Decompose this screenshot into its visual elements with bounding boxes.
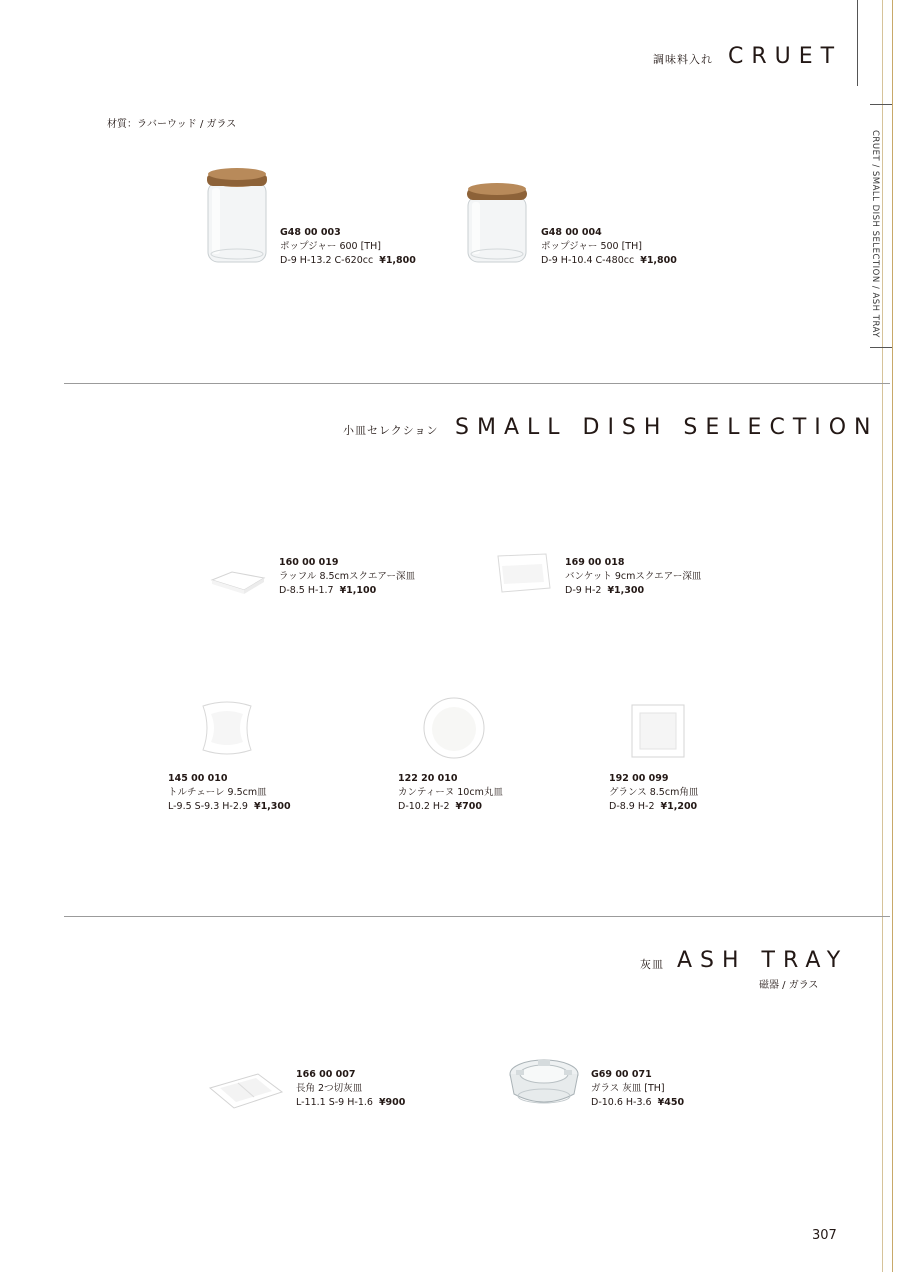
side-section-label: CRUET / SMALL DISH SELECTION / ASH TRAY <box>870 130 880 338</box>
product-jar-600 <box>280 226 416 268</box>
header-vertical-rule <box>857 0 858 86</box>
product-code: G48 00 003 <box>280 227 341 238</box>
product-name: ポップジャー 500 [TH] <box>541 241 642 252</box>
product-banquet-dish <box>565 556 701 598</box>
product-price: ¥1,300 <box>607 585 645 596</box>
rect-ashtray-icon <box>208 1070 284 1112</box>
product-spec-line <box>398 800 503 814</box>
product-code: G48 00 004 <box>541 227 602 238</box>
product-code: 122 20 010 <box>398 773 458 784</box>
side-tab-rule-top <box>870 104 892 105</box>
small-dish-title-en: SMALL DISH SELECTION <box>455 415 879 440</box>
product-spec: L-11.1 S-9 H-1.6 <box>296 1097 373 1108</box>
product-raffle-dish <box>279 556 415 598</box>
glass-jar-small-icon <box>464 182 530 266</box>
product-torchere-dish <box>168 772 291 814</box>
product-spec-line <box>280 254 416 268</box>
product-name: ポップジャー 600 [TH] <box>280 241 381 252</box>
product-price: ¥1,800 <box>379 255 416 266</box>
product-name: ラッフル 8.5cmスクエアー深皿 <box>279 571 416 582</box>
product-spec: D-9 H-13.2 C-620cc <box>280 255 374 266</box>
side-tab-rule-bottom <box>870 347 892 348</box>
square-plate-icon <box>630 703 686 759</box>
product-code: 145 00 010 <box>168 773 228 784</box>
cruet-title-jp: 調味料入れ <box>653 53 713 66</box>
page-number: 307 <box>812 1228 837 1243</box>
product-spec-line <box>591 1096 684 1110</box>
product-price: ¥900 <box>378 1097 406 1108</box>
square-deep-dish-icon <box>210 570 266 596</box>
edge-rule-outer <box>892 0 893 1272</box>
product-spec-line <box>168 800 291 814</box>
cruet-title-en: CRUET <box>728 44 843 69</box>
product-code: 169 00 018 <box>565 557 625 568</box>
product-spec-line <box>565 584 701 598</box>
product-spec: D-10.2 H-2 <box>398 801 450 812</box>
product-rect-ashtray <box>296 1068 405 1110</box>
product-spec: D-8.9 H-2 <box>609 801 655 812</box>
banquet-square-dish-icon <box>494 552 552 594</box>
product-name: トルチェーレ 9.5cm皿 <box>168 787 267 798</box>
glass-jar-large-icon <box>204 166 270 266</box>
product-spec-line <box>279 584 415 598</box>
ash-tray-title-en: ASH TRAY <box>677 948 849 973</box>
product-spec-line <box>541 254 677 268</box>
product-code: 166 00 007 <box>296 1069 356 1080</box>
product-name: 長角 2つ切灰皿 <box>296 1083 363 1094</box>
product-spec: D-9 H-10.4 C-480cc <box>541 255 635 266</box>
section-divider-1 <box>64 383 890 384</box>
cruet-material: 材質：ラバーウッド / ガラス <box>107 119 237 130</box>
product-code: G69 00 071 <box>591 1069 652 1080</box>
product-name: カンティーヌ 10cm丸皿 <box>398 787 503 798</box>
product-name: バンケット 9cmスクエアー深皿 <box>565 571 702 582</box>
product-price: ¥1,300 <box>253 801 291 812</box>
product-price: ¥450 <box>657 1097 685 1108</box>
edge-rule-inner <box>882 0 883 1272</box>
product-spec: D-8.5 H-1.7 <box>279 585 334 596</box>
ash-tray-material: 磁器 / ガラス <box>759 980 819 991</box>
product-code: 160 00 019 <box>279 557 339 568</box>
product-price: ¥700 <box>455 801 482 812</box>
product-spec: L-9.5 S-9.3 H-2.9 <box>168 801 248 812</box>
product-name: ガラス 灰皿 [TH] <box>591 1083 665 1094</box>
wave-dish-icon <box>199 700 255 756</box>
product-name: グランス 8.5cm角皿 <box>609 787 699 798</box>
product-cantine-plate <box>398 772 503 814</box>
product-price: ¥1,800 <box>640 255 677 266</box>
product-spec: D-10.6 H-3.6 <box>591 1097 652 1108</box>
product-code: 192 00 099 <box>609 773 669 784</box>
product-spec-line <box>609 800 698 814</box>
product-spec: D-9 H-2 <box>565 585 602 596</box>
product-spec-line <box>296 1096 405 1110</box>
product-price: ¥1,100 <box>339 585 377 596</box>
product-glance-plate <box>609 772 698 814</box>
small-dish-title-jp: 小皿セレクション <box>343 424 439 437</box>
glass-ashtray-icon <box>508 1056 580 1108</box>
product-price: ¥1,200 <box>660 801 698 812</box>
product-glass-ashtray <box>591 1068 684 1110</box>
product-jar-500 <box>541 226 677 268</box>
ash-tray-title-jp: 灰皿 <box>640 958 664 971</box>
section-divider-2 <box>64 916 890 917</box>
round-plate-icon <box>422 696 486 760</box>
